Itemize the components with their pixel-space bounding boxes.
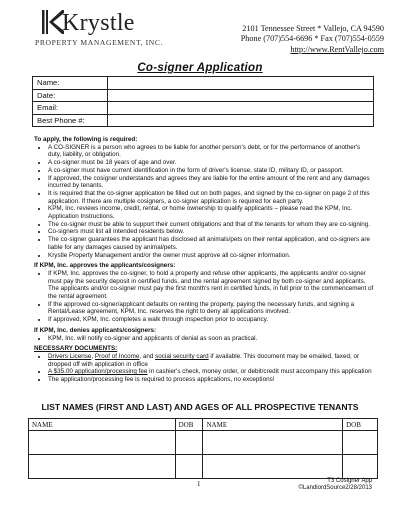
documents-heading: NECESSARY DOCUMENTS: [34,345,118,353]
ss-card-link: social security card [155,352,209,360]
list-item: • If the approved co-signer/applicant defaults on renting the property, paying the necessary funds, and signing a Rental/Lease agreement, KPM, Inc. reserves the right to deny all applications involved. [48,301,374,316]
tenant-dob-cell[interactable] [175,455,203,479]
tenants-heading: LIST NAMES (FIRST AND LAST) AND AGES OF ALL PROSPECTIVE TENANTS [41,402,359,412]
tenant-name-cell[interactable] [29,431,176,455]
separator-text: , and [139,352,156,360]
denies-list [34,335,374,343]
website-link[interactable]: http://www.RentVallejo.com [290,44,384,54]
list-item: • The application/processing fee is required to process applications, no exceptions! [48,376,374,384]
apply-heading: To apply, the following is required: [34,136,138,143]
phone-line: Phone (707)554-6696 * Fax (707)554-0559 [240,34,384,44]
page-number: 1 [197,480,201,488]
company-address [241,24,384,55]
approves-list [34,270,374,324]
tenant-dob-cell[interactable] [343,431,378,455]
table-row [29,455,378,479]
name-field[interactable] [108,77,374,90]
column-header-name: NAME [203,419,343,431]
phone-field[interactable] [108,114,374,127]
list-item: • A co-signer must have current identification in the form of driver's license, state ID, military ID, or passport. [48,167,374,175]
apply-list [34,144,374,260]
brand-name: Krystle [62,10,135,36]
phone-label: Best Phone #: [33,114,108,127]
tenant-dob-cell[interactable] [175,431,203,455]
list-item: • KPM, Inc. will notify co-signer and applicants of denial as soon as practical. [48,335,374,343]
email-field[interactable] [108,102,374,115]
document-note: if available. This document may be emailed, faxed, or dropped off with application in office [48,352,360,368]
tenant-name-cell[interactable] [203,431,343,455]
table-header-row [29,419,378,431]
list-item: • Co-signers must list all intended residents below. [48,228,374,236]
address-line: 2101 Tennessee Street * Vallejo, CA 94590 [242,24,384,33]
date-field[interactable] [108,89,374,102]
drivers-license-link: Drivers License [48,352,92,360]
brand-tagline: PROPERTY MANAGEMENT, INC. [35,38,164,47]
form-row [33,89,374,102]
list-item: • If KPM, Inc. approves the co-signer, to hold a property and refuse other applicants, the applicants and/or co-signer must pay the security deposit in certified funds, and the rental agreement signed by both co-signer and applicants. The applicants and/or co-signer must pay the first month's rent in certified funds, in full prior to the commencement of the rental agreement. [48,270,374,301]
list-item [48,368,374,376]
copyright-text: ©LandlordSource2/28/2013 [298,485,372,491]
k-mark-icon [42,10,64,34]
documents-list [34,353,374,384]
list-item: • Krystle Property Management and/or the owner must approve all co-signer information. [48,252,374,260]
column-header-dob: DOB [175,419,203,431]
form-row [33,114,374,127]
column-header-dob: DOB [343,419,378,431]
page-title: Co-signer Application [137,62,263,74]
list-item: • A CO-SIGNER is a person who agrees to be liable for another person's debt, or for the performance of another's duty, liability, or obligation. [48,144,374,159]
approves-heading: If KPM, Inc. approves the applicants/cosigners: [34,262,176,270]
list-item: • It is required that the co-signer application be filled out on both pages, and signed by the co-signer on page 2 of this application. If there are multiple cosigners, a co-signer application is required for each party. [48,190,374,205]
proof-of-income-link: Proof of Income [94,352,140,360]
table-row [29,431,378,455]
form-footer [299,478,372,492]
fee-text: A $35.00 application/processing fee [48,368,148,376]
column-header-name: NAME [29,419,176,431]
name-label: Name: [33,77,108,90]
tenant-dob-cell[interactable] [343,455,378,479]
tenant-name-cell[interactable] [29,455,176,479]
form-row [33,77,374,90]
list-item [48,353,374,368]
list-item: • If approved, the cosigner understands and agrees they are liable for the entire amount of the rent and any damages incurred by tenants. [48,175,374,190]
fee-note: in cashier's check, money order, or debit/credit must accompany this application [147,368,372,376]
instructions-body [34,133,374,384]
list-item: • The co-signer must be able to support their current obligations and that of the tenants for whom they are co-signing. [48,221,374,229]
list-item: • KPM, Inc. reviews income, credit, rental, or home ownership to qualify applicants – please read the KPM, Inc. Application Instructions. [48,205,374,220]
tenant-name-cell[interactable] [203,455,343,479]
form-id: T3 Cosigner App [327,478,372,484]
date-label: Date: [33,89,108,102]
applicant-info-table [32,76,374,127]
list-item: • The co-signer guarantees the applicant has disclosed all animals/pets on their rental application, and co-signers are liable for any damages caused by animal/pets. [48,236,374,251]
denies-heading: If KPM, Inc. denies applicants/cosigners: [34,326,157,334]
separator-text: , [91,352,95,360]
email-label: Email: [33,102,108,115]
form-row [33,102,374,115]
list-item: • If approved, KPM, Inc. completes a walk through inspection prior to occupancy. [48,316,374,324]
tenants-table [28,418,378,479]
company-logo [12,8,162,50]
list-item: • A co-signer must be 18 years of age and over. [48,159,374,167]
